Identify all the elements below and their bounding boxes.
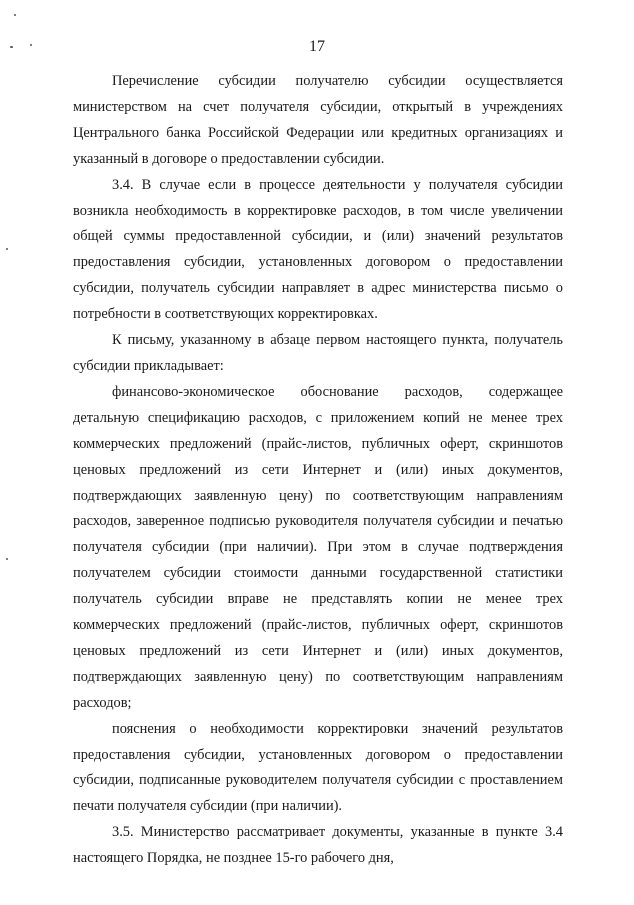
paragraph-letter-attachments: К письму, указанному в абзаце первом настоящего пункта, получатель субсидии прикладывает:	[73, 332, 563, 374]
scan-speck	[6, 558, 8, 560]
scan-speck	[10, 46, 13, 48]
scan-speck	[14, 14, 16, 16]
document-body	[73, 69, 563, 872]
paragraph-financial-justification: финансово-экономическое обоснование расходов, содержащее детальную спецификацию расходов, с приложением копий не менее трех коммерческих предложений (прайс-листов, публичных оферт, скриншотов ценовых предложений из сети Интернет и (или) иных документов, подтверждающих заявленную цену) по соответствующим направлениям расходов, заверенное подписью руководителя получателя субсидии и печатью получателя субсидии (при наличии). При этом в случае подтверждения получателем субсидии стоимости данными государственной статистики получатель субсидии вправе не представлять копии не менее трех коммерческих предложений (прайс-листов, публичных оферт, скриншотов ценовых предложений из сети Интернет и (или) иных документов, подтверждающих заявленную цену) по соответствующим направлениям расходов;	[73, 383, 563, 711]
scan-speck	[6, 248, 8, 250]
paragraph-explanations: пояснения о необходимости корректировки значений результатов предоставления субсидии, установленных договором о предоставлении субсидии, подписанные руководителем получателя субсидии с проставлением печати получателя субсидии (при наличии).	[73, 720, 563, 815]
scan-speck	[30, 44, 32, 46]
paragraph-transfer: Перечисление субсидии получателю субсидии осуществляется министерством на счет получателя субсидии, открытый в учреждениях Центрального банка Российской Федерации или кредитных организациях и указанный в договоре о предоставлении субсидии.	[73, 73, 563, 167]
page-number: 17	[309, 38, 325, 55]
paragraph-3-4: 3.4. В случае если в процессе деятельности у получателя субсидии возникла необходимость в корректировке расходов, в том числе увеличении общей суммы предоставленной субсидии, и (или) значений результатов предоставления субсидии, установленных договором о предоставлении субсидии, получатель субсидии направляет в адрес министерства письмо о потребности в соответствующих корректировках.	[73, 176, 563, 323]
paragraph-3-5: 3.5. Министерство рассматривает документы, указанные в пункте 3.4 настоящего Порядка, не позднее 15-го рабочего дня,	[73, 824, 563, 867]
